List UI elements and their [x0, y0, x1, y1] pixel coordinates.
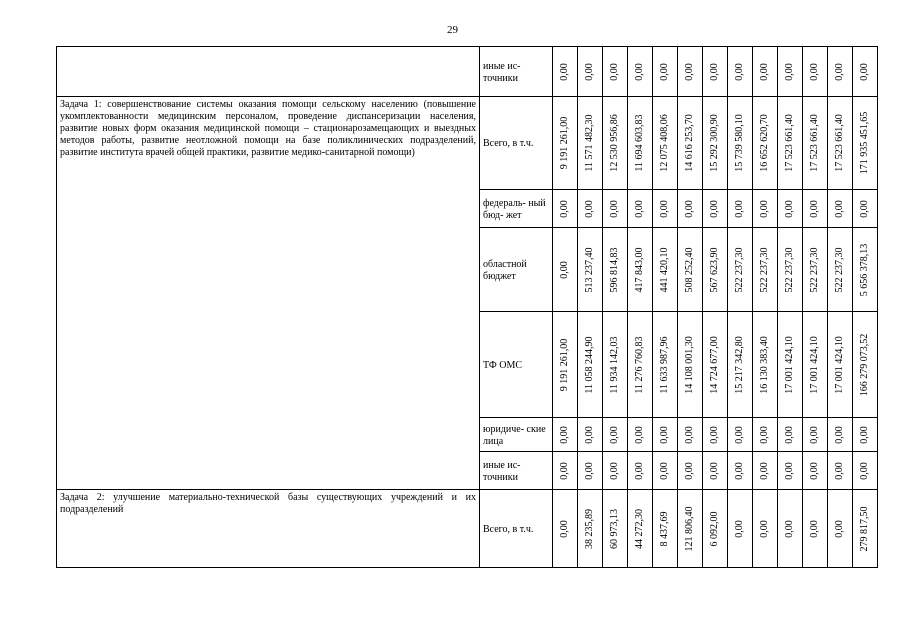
amount-cell	[753, 190, 778, 228]
amount-cell	[803, 452, 828, 490]
amount-value: 522 237,30	[759, 247, 770, 292]
amount-cell	[553, 228, 578, 312]
funding-source: областной бюджет	[480, 228, 553, 312]
amount-cell	[778, 312, 803, 418]
amount-value: 417 843,00	[634, 247, 645, 292]
amount-value: 0,00	[634, 62, 645, 81]
amount-value: 0,00	[609, 199, 620, 218]
amount-cell	[653, 312, 678, 418]
amount-cell	[753, 47, 778, 97]
amount-cell	[728, 452, 753, 490]
amount-cell	[828, 228, 853, 312]
amount-cell	[603, 47, 628, 97]
amount-cell	[803, 418, 828, 452]
amount-cell	[828, 97, 853, 190]
funding-source: юридиче- ские лица	[480, 418, 553, 452]
amount-value: 0,00	[634, 461, 645, 480]
amount-cell	[578, 490, 603, 568]
amount-cell	[553, 97, 578, 190]
amount-value: 14 616 253,70	[684, 114, 695, 172]
amount-cell	[753, 418, 778, 452]
amount-value: 11 571 482,30	[584, 114, 595, 172]
amount-cell	[603, 452, 628, 490]
amount-cell	[853, 312, 878, 418]
amount-cell	[628, 312, 653, 418]
amount-cell	[778, 47, 803, 97]
amount-value: 513 237,40	[584, 247, 595, 292]
amount-value: 9 191 261,00	[559, 338, 570, 391]
table-row	[57, 47, 878, 97]
amount-value: 17 001 424,10	[809, 335, 820, 394]
amount-value: 44 272,30	[634, 508, 645, 549]
amount-cell	[653, 418, 678, 452]
amount-cell	[803, 312, 828, 418]
amount-cell	[578, 228, 603, 312]
amount-cell	[703, 97, 728, 190]
amount-cell	[828, 490, 853, 568]
amount-value: 0,00	[684, 199, 695, 218]
amount-cell	[853, 452, 878, 490]
amount-value: 0,00	[784, 461, 795, 480]
amount-cell	[553, 418, 578, 452]
amount-cell	[628, 452, 653, 490]
amount-cell	[803, 97, 828, 190]
amount-cell	[678, 452, 703, 490]
amount-cell	[803, 228, 828, 312]
amount-value: 0,00	[784, 519, 795, 538]
amount-value: 0,00	[709, 461, 720, 480]
amount-cell	[853, 97, 878, 190]
amount-value: 121 806,40	[684, 506, 695, 551]
task-description: Задача 2: улучшение материально-технической базы существующих учреждений и их подразделений	[57, 490, 480, 568]
amount-value: 171 935 451,65	[859, 111, 870, 175]
amount-value: 6 092,00	[709, 511, 720, 546]
funding-source: иные ис- точники	[480, 47, 553, 97]
amount-cell	[803, 490, 828, 568]
amount-value: 279 817,50	[859, 506, 870, 551]
amount-value: 0,00	[759, 519, 770, 538]
amount-cell	[853, 228, 878, 312]
amount-value: 12 075 408,06	[659, 114, 670, 172]
amount-cell	[828, 47, 853, 97]
amount-value: 0,00	[634, 425, 645, 444]
amount-value: 0,00	[709, 62, 720, 81]
amount-value: 0,00	[559, 461, 570, 480]
amount-cell	[603, 312, 628, 418]
amount-value: 15 739 580,10	[734, 114, 745, 172]
amount-cell	[703, 490, 728, 568]
amount-value: 0,00	[684, 62, 695, 81]
amount-cell	[728, 312, 753, 418]
amount-cell	[703, 228, 728, 312]
amount-value: 16 130 383,40	[759, 335, 770, 394]
amount-value: 0,00	[784, 425, 795, 444]
amount-cell	[578, 47, 603, 97]
amount-value: 11 934 142,03	[609, 335, 620, 394]
amount-cell	[678, 190, 703, 228]
amount-value: 60 973,13	[609, 508, 620, 549]
amount-cell	[778, 452, 803, 490]
funding-source: Всего, в т.ч.	[480, 97, 553, 190]
task-description: Задача 1: совершенствование системы оказания помощи сельскому населению (повышение укомплектованности медицинским персоналом, проведение диспансеризации населения, развитие новых форм оказания медицинской помощи – стационарозамещающих и выездных методов работы, развитие неотложной помощи на базе поликлинических подразделений, развитие института врачей общей практики, развитие медико-санитарной помощи)	[57, 97, 480, 490]
table-row	[57, 97, 878, 190]
amount-cell	[703, 190, 728, 228]
amount-value: 17 001 424,10	[784, 335, 795, 394]
amount-value: 0,00	[709, 425, 720, 444]
table-row	[57, 490, 878, 568]
amount-cell	[603, 490, 628, 568]
amount-value: 12 530 956,86	[609, 114, 620, 172]
amount-value: 0,00	[659, 425, 670, 444]
amount-value: 0,00	[584, 199, 595, 218]
amount-value: 0,00	[834, 519, 845, 538]
amount-cell	[628, 228, 653, 312]
amount-value: 0,00	[859, 62, 870, 81]
amount-cell	[853, 418, 878, 452]
amount-value: 0,00	[859, 425, 870, 444]
amount-cell	[653, 490, 678, 568]
task-description	[57, 47, 480, 97]
amount-cell	[653, 228, 678, 312]
amount-cell	[753, 228, 778, 312]
amount-cell	[653, 190, 678, 228]
amount-value: 0,00	[784, 62, 795, 81]
amount-value: 0,00	[809, 62, 820, 81]
amount-cell	[753, 490, 778, 568]
amount-cell	[628, 418, 653, 452]
amount-value: 17 523 661,40	[784, 114, 795, 172]
amount-value: 0,00	[659, 199, 670, 218]
amount-value: 0,00	[634, 199, 645, 218]
funding-source: Всего, в т.ч.	[480, 490, 553, 568]
amount-value: 17 523 661,40	[834, 114, 845, 172]
amount-cell	[578, 418, 603, 452]
amount-cell	[678, 418, 703, 452]
amount-value: 0,00	[834, 62, 845, 81]
page-number: 29	[447, 24, 458, 36]
amount-value: 0,00	[584, 461, 595, 480]
amount-cell	[828, 312, 853, 418]
amount-cell	[578, 452, 603, 490]
amount-cell	[703, 47, 728, 97]
amount-cell	[703, 452, 728, 490]
amount-value: 9 191 261,00	[559, 116, 570, 170]
amount-cell	[628, 97, 653, 190]
amount-value: 14 724 677,00	[709, 335, 720, 394]
amount-cell	[578, 97, 603, 190]
amount-cell	[753, 452, 778, 490]
amount-value: 0,00	[834, 461, 845, 480]
funding-source: ТФ ОМС	[480, 312, 553, 418]
amount-cell	[778, 228, 803, 312]
funding-table	[56, 46, 878, 568]
amount-value: 0,00	[609, 461, 620, 480]
amount-cell	[728, 97, 753, 190]
amount-value: 567 623,90	[709, 247, 720, 292]
amount-cell	[678, 490, 703, 568]
amount-cell	[628, 47, 653, 97]
amount-cell	[678, 312, 703, 418]
amount-value: 11 058 244,90	[584, 335, 595, 394]
amount-cell	[803, 190, 828, 228]
amount-cell	[628, 190, 653, 228]
amount-value: 508 252,40	[684, 247, 695, 292]
amount-cell	[553, 47, 578, 97]
amount-cell	[678, 97, 703, 190]
amount-cell	[553, 190, 578, 228]
amount-cell	[828, 190, 853, 228]
amount-cell	[603, 418, 628, 452]
amount-value: 0,00	[784, 199, 795, 218]
amount-value: 11 276 760,83	[634, 335, 645, 394]
amount-value: 0,00	[809, 519, 820, 538]
funding-source: иные ис- точники	[480, 452, 553, 490]
amount-cell	[753, 312, 778, 418]
amount-value: 0,00	[559, 425, 570, 444]
amount-value: 596 814,83	[609, 247, 620, 292]
amount-value: 0,00	[659, 62, 670, 81]
amount-cell	[853, 490, 878, 568]
amount-value: 522 237,30	[809, 247, 820, 292]
amount-cell	[678, 47, 703, 97]
amount-value: 0,00	[559, 519, 570, 538]
amount-cell	[778, 190, 803, 228]
amount-cell	[728, 228, 753, 312]
amount-value: 0,00	[584, 62, 595, 81]
amount-value: 0,00	[809, 425, 820, 444]
amount-value: 38 235,89	[584, 508, 595, 549]
amount-value: 8 437,69	[659, 511, 670, 546]
amount-value: 17 001 424,10	[834, 335, 845, 394]
amount-cell	[703, 418, 728, 452]
amount-cell	[728, 490, 753, 568]
amount-value: 5 656 378,13	[859, 243, 870, 296]
amount-value: 0,00	[734, 519, 745, 538]
amount-cell	[653, 47, 678, 97]
amount-cell	[853, 47, 878, 97]
amount-value: 522 237,30	[734, 247, 745, 292]
amount-cell	[578, 190, 603, 228]
amount-cell	[778, 97, 803, 190]
amount-cell	[603, 228, 628, 312]
funding-source: федераль- ный бюд- жет	[480, 190, 553, 228]
amount-cell	[828, 418, 853, 452]
amount-cell	[703, 312, 728, 418]
amount-value: 0,00	[559, 199, 570, 218]
amount-value: 0,00	[759, 425, 770, 444]
amount-cell	[553, 452, 578, 490]
amount-value: 0,00	[734, 62, 745, 81]
amount-cell	[778, 490, 803, 568]
amount-value: 0,00	[759, 62, 770, 81]
amount-value: 11 694 603,83	[634, 114, 645, 172]
amount-value: 15 292 300,90	[709, 114, 720, 172]
amount-value: 11 633 987,96	[659, 335, 670, 394]
amount-cell	[628, 490, 653, 568]
amount-value: 0,00	[659, 461, 670, 480]
amount-value: 0,00	[584, 425, 595, 444]
amount-value: 17 523 661,40	[809, 114, 820, 172]
amount-value: 0,00	[809, 199, 820, 218]
amount-value: 0,00	[759, 199, 770, 218]
amount-value: 0,00	[684, 425, 695, 444]
amount-value: 0,00	[834, 425, 845, 444]
amount-cell	[853, 190, 878, 228]
amount-value: 522 237,30	[784, 247, 795, 292]
amount-cell	[828, 452, 853, 490]
amount-cell	[678, 228, 703, 312]
amount-cell	[603, 190, 628, 228]
amount-value: 166 279 073,52	[859, 333, 870, 396]
amount-cell	[653, 97, 678, 190]
amount-value: 0,00	[809, 461, 820, 480]
amount-value: 0,00	[759, 461, 770, 480]
amount-value: 0,00	[684, 461, 695, 480]
amount-cell	[578, 312, 603, 418]
amount-cell	[803, 47, 828, 97]
amount-value: 0,00	[734, 199, 745, 218]
amount-value: 0,00	[734, 461, 745, 480]
amount-cell	[603, 97, 628, 190]
amount-value: 0,00	[609, 425, 620, 444]
amount-cell	[553, 312, 578, 418]
amount-cell	[728, 418, 753, 452]
amount-value: 441 420,10	[659, 247, 670, 292]
amount-value: 14 108 001,30	[684, 335, 695, 394]
amount-cell	[728, 47, 753, 97]
amount-value: 0,00	[834, 199, 845, 218]
amount-value: 0,00	[559, 260, 570, 279]
amount-cell	[778, 418, 803, 452]
amount-value: 0,00	[609, 62, 620, 81]
amount-value: 0,00	[559, 62, 570, 81]
amount-value: 0,00	[709, 199, 720, 218]
amount-cell	[728, 190, 753, 228]
amount-value: 0,00	[734, 425, 745, 444]
amount-value: 16 652 620,70	[759, 114, 770, 172]
amount-cell	[753, 97, 778, 190]
amount-cell	[653, 452, 678, 490]
amount-value: 522 237,30	[834, 247, 845, 292]
amount-value: 0,00	[859, 199, 870, 218]
amount-value: 0,00	[859, 461, 870, 480]
amount-value: 15 217 342,80	[734, 335, 745, 394]
amount-cell	[553, 490, 578, 568]
